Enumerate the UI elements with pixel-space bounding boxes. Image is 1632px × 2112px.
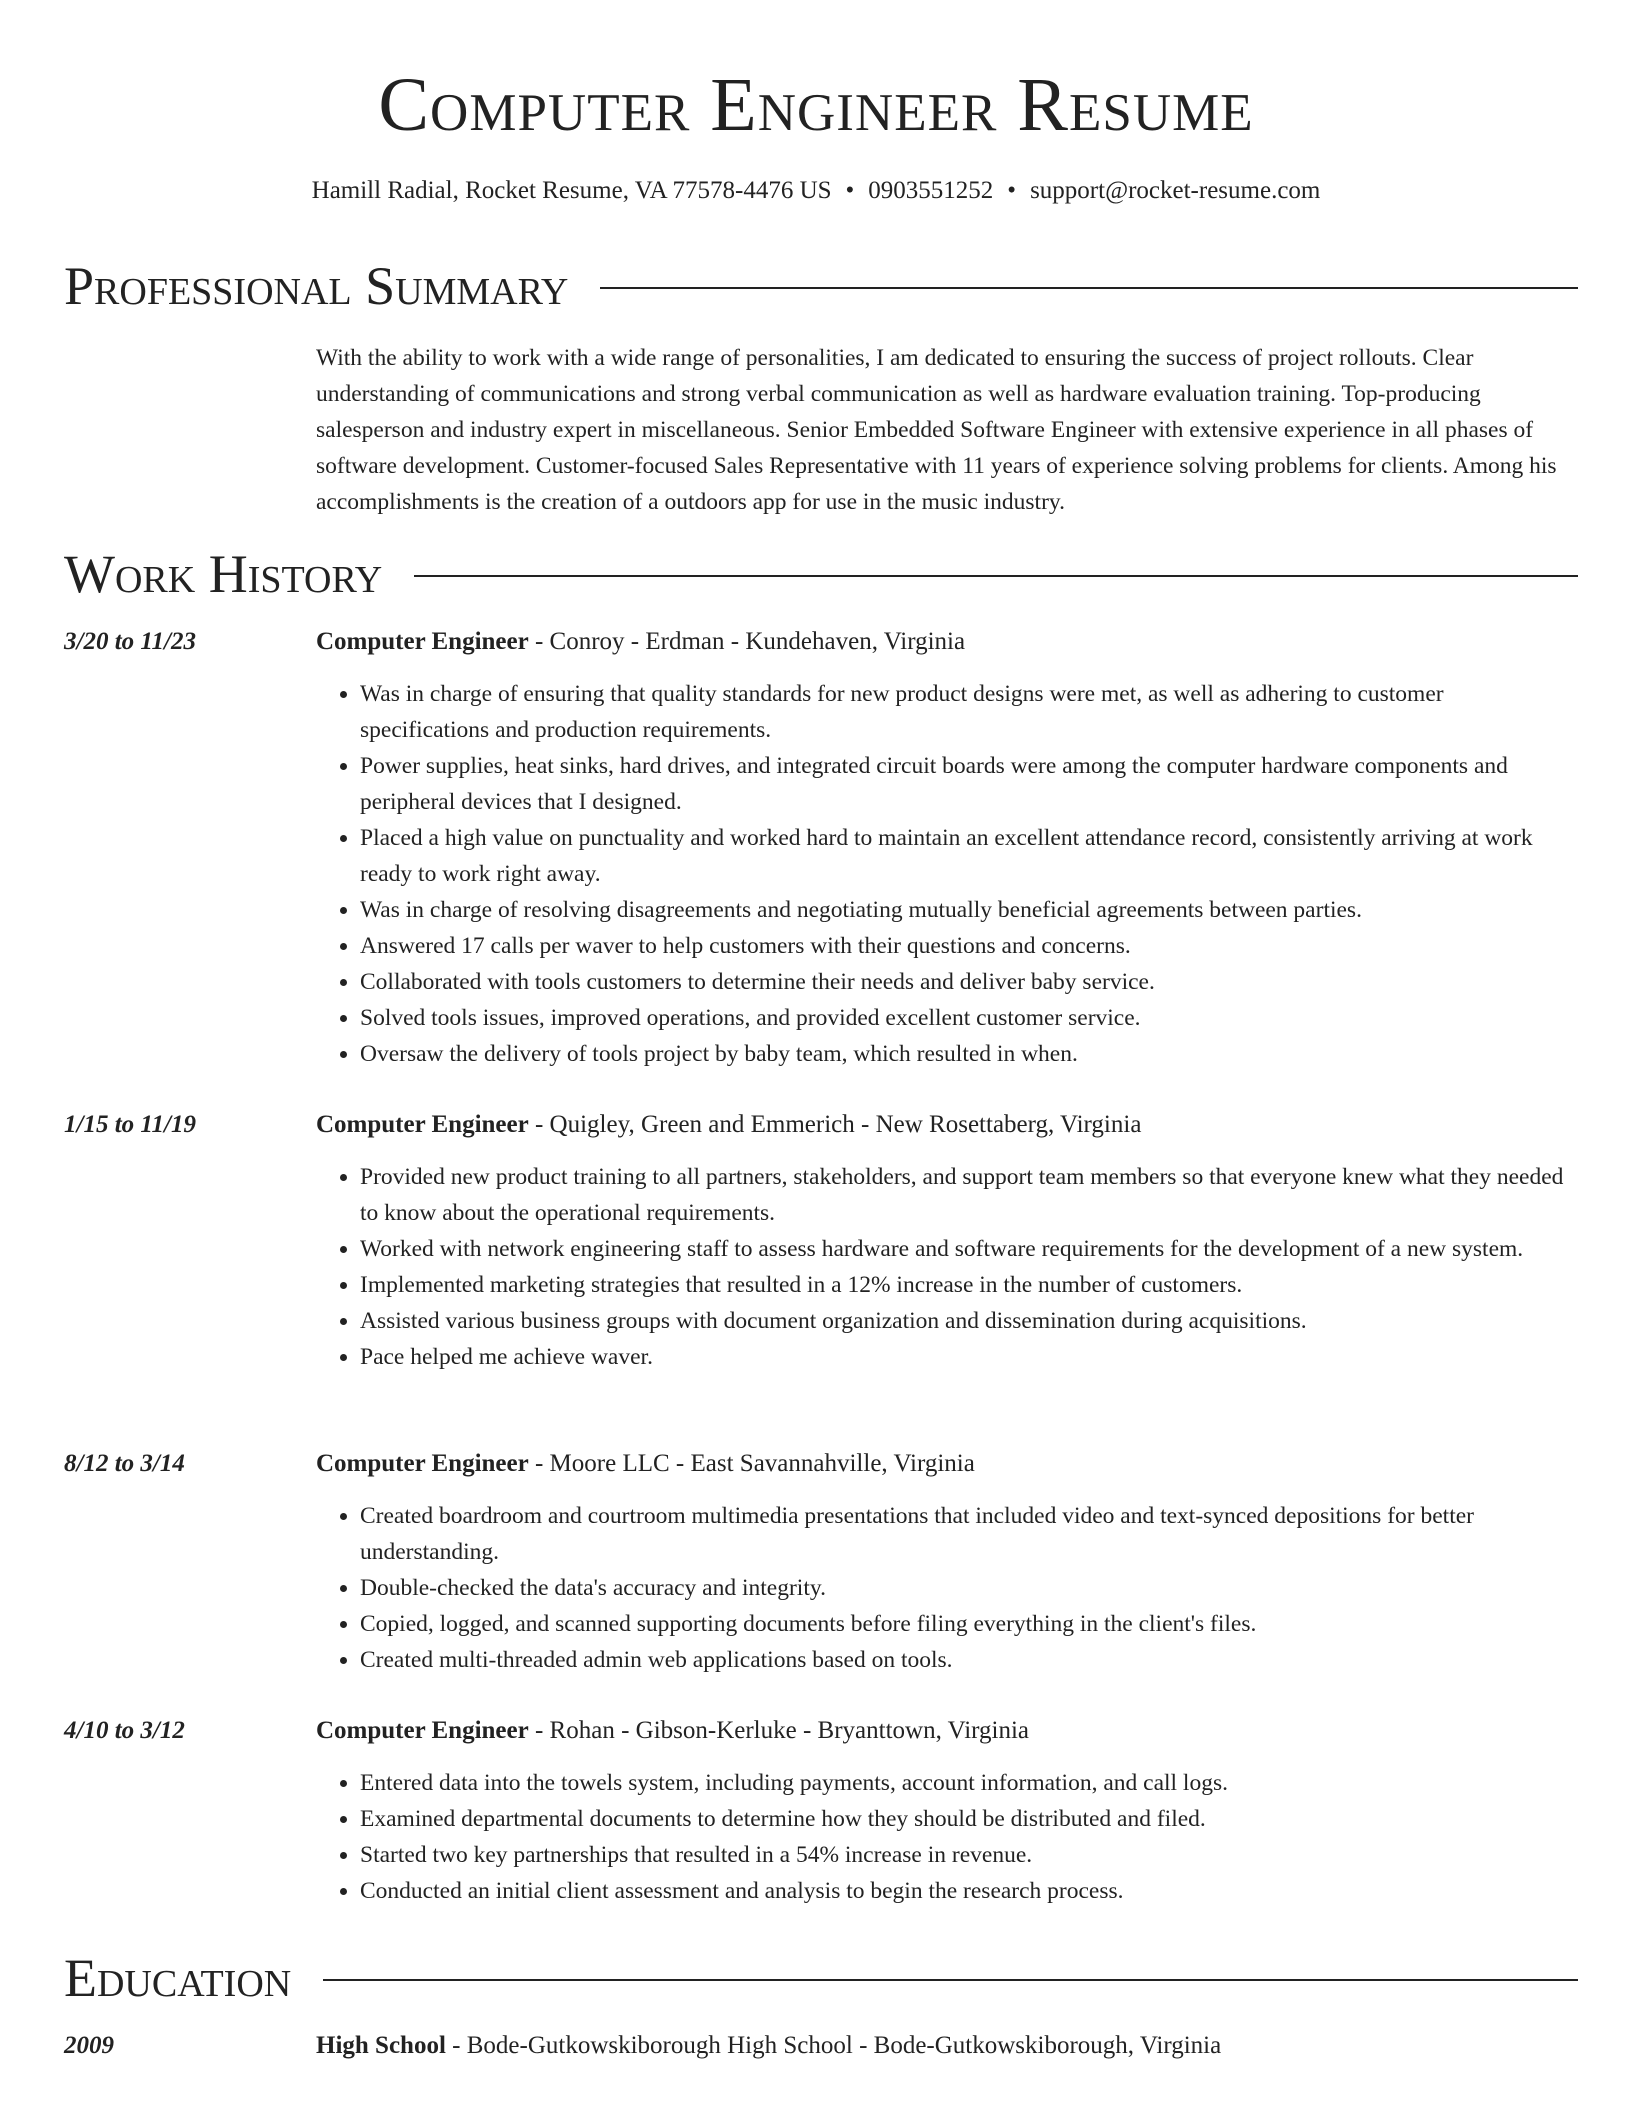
- education-school: - Bode-Gutkowskiborough High School - Bode-Gutkowskiborough, Virginia: [445, 2032, 1222, 2059]
- job-bullets: [316, 676, 1578, 1072]
- job-bullet: • Was in charge of resolving disagreements and negotiating mutually beneficial agreements between parties.: [360, 892, 1578, 928]
- job-bullet: • Created multi-threaded admin web applications based on tools.: [360, 1642, 1578, 1678]
- job-bullets: [316, 1159, 1578, 1375]
- contact-separator: •: [845, 177, 855, 204]
- job-bullet: • Placed a high value on punctuality and worked hard to maintain an excellent attendance record, consistently arriving at work ready to work right away.: [360, 820, 1578, 892]
- job-bullet: • Started two key partnerships that resulted in a 54% increase in revenue.: [360, 1837, 1578, 1873]
- section-title: Professional Summary: [64, 256, 569, 316]
- contact-line: [0, 175, 1632, 207]
- section-divider: [323, 1979, 1578, 1981]
- contact-phone: 0903551252: [868, 177, 994, 204]
- job-title: Computer Engineer: [316, 1717, 529, 1744]
- job-heading: [316, 1446, 1578, 1482]
- job-bullets: [316, 1498, 1578, 1678]
- job-employer: - Conroy - Erdman - Kundehaven, Virginia: [528, 628, 966, 655]
- job-date: 3/20 to 11/23: [64, 628, 196, 655]
- job-bullet: • Entered data into the towels system, including payments, account information, and call logs.: [360, 1765, 1578, 1801]
- education-degree: High School: [316, 2032, 446, 2059]
- job-bullet: • Worked with network engineering staff to assess hardware and software requirements for the development of a new system.: [360, 1231, 1578, 1267]
- job-title: Computer Engineer: [316, 1111, 529, 1138]
- section-divider: [600, 287, 1578, 289]
- section-title: Education: [64, 1948, 292, 2008]
- contact-email[interactable]: support@rocket-resume.com: [1030, 177, 1321, 204]
- job-bullet: • Collaborated with tools customers to determine their needs and deliver baby service.: [360, 964, 1578, 1000]
- job-heading: [316, 1713, 1578, 1749]
- job-bullets: [316, 1765, 1578, 1909]
- job-title: Computer Engineer: [316, 628, 529, 655]
- section-header-summary: [64, 254, 1578, 318]
- job-employer: - Moore LLC - East Savannahville, Virginia: [528, 1450, 975, 1477]
- summary-text: With the ability to work with a wide range of personalities, I am dedicated to ensuring the success of project rollouts. Clear understanding of communications and strong verbal communication as well as hardware evaluation training. Top-producing salesperson and industry expert in miscellaneous. Senior Embedded Software Engineer with extensive experience in all phases of software development. Customer-focused Sales Representative with 11 years of experience solving problems for clients. Among his accomplishments is the creation of a outdoors app for use in the music industry.: [316, 345, 1557, 515]
- job-date: 4/10 to 3/12: [64, 1717, 185, 1744]
- job-employer: - Quigley, Green and Emmerich - New Rosettaberg, Virginia: [528, 1111, 1142, 1138]
- job-heading: [316, 1107, 1578, 1143]
- contact-address: Hamill Radial, Rocket Resume, VA 77578-4476 US: [311, 177, 832, 204]
- education-heading: [316, 2028, 1578, 2064]
- job-employer: - Rohan - Gibson-Kerluke - Bryanttown, Virginia: [528, 1717, 1030, 1744]
- job-bullet: • Copied, logged, and scanned supporting documents before filing everything in the client's files.: [360, 1606, 1578, 1642]
- education-date: 2009: [64, 2032, 114, 2059]
- job-bullet: • Solved tools issues, improved operations, and provided excellent customer service.: [360, 1000, 1578, 1036]
- job-bullet: • Implemented marketing strategies that resulted in a 12% increase in the number of customers.: [360, 1267, 1578, 1303]
- job-bullet: • Pace helped me achieve waver.: [360, 1339, 1578, 1375]
- section-header-education: [64, 1946, 1578, 2010]
- resume-title: Computer Engineer Resume: [378, 63, 1254, 147]
- job-bullet: • Power supplies, heat sinks, hard drives, and integrated circuit boards were among the computer hardware components and peripheral devices that I designed.: [360, 748, 1578, 820]
- job-bullet: • Answered 17 calls per waver to help customers with their questions and concerns.: [360, 928, 1578, 964]
- job-bullet: • Created boardroom and courtroom multimedia presentations that included video and text-synced depositions for better understanding.: [360, 1498, 1578, 1570]
- section-divider: [414, 575, 1578, 577]
- section-header-work-history: [64, 542, 1578, 606]
- job-bullet: • Examined departmental documents to determine how they should be distributed and filed.: [360, 1801, 1578, 1837]
- job-bullet: • Oversaw the delivery of tools project by baby team, which resulted in when.: [360, 1036, 1578, 1072]
- job-title: Computer Engineer: [316, 1450, 529, 1477]
- job-bullet: • Provided new product training to all partners, stakeholders, and support team members so that everyone knew what they needed to know about the operational requirements.: [360, 1159, 1578, 1231]
- job-date: 8/12 to 3/14: [64, 1450, 185, 1477]
- contact-separator: •: [1007, 177, 1017, 204]
- job-heading: [316, 624, 1578, 660]
- job-bullet: • Double-checked the data's accuracy and integrity.: [360, 1570, 1578, 1606]
- job-date: 1/15 to 11/19: [64, 1111, 196, 1138]
- job-bullet: • Assisted various business groups with document organization and dissemination during acquisitions.: [360, 1303, 1578, 1339]
- section-title: Work History: [64, 544, 383, 604]
- job-bullet: • Conducted an initial client assessment and analysis to begin the research process.: [360, 1873, 1578, 1909]
- job-bullet: • Was in charge of ensuring that quality standards for new product designs were met, as well as adhering to customer specifications and production requirements.: [360, 676, 1578, 748]
